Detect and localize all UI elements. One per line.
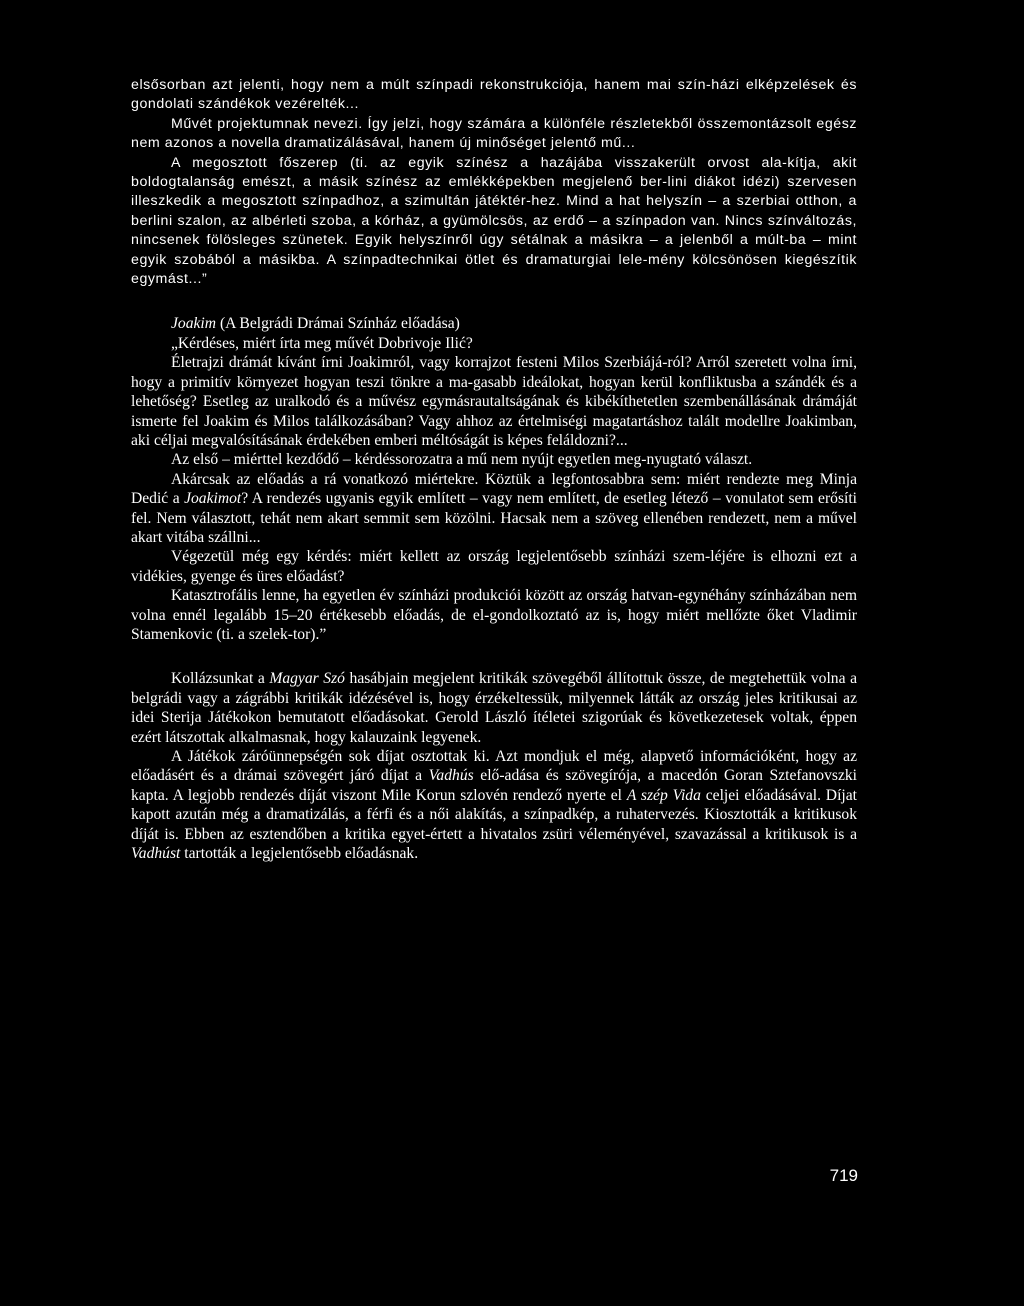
page-number: 719 bbox=[829, 1166, 858, 1185]
italic-title: Vadhúst bbox=[131, 845, 181, 863]
paragraph: Akárcsak az előadás a rá vonatkozó miértekre. Köztük a legfontosabbra sem: miért rendezte meg Minja Dedić a Joakimot? A rendezés ugyanis egyik említett – vagy nem említett, de esetleg létező – vonulatot sem erősíti fel. Nem választott, tehát nem akart semmit sem közölni. Hacsak nem a szöveg ellenében rendezett, nem a művel akart vitába szállni... bbox=[131, 470, 858, 546]
paragraph: Katasztrofális lenne, ha egyetlen év színházi produkciói között az ország hatvan-egynéhány színházában nem volna ennél legalább 15–20 értékesebb előadás, de el-gondolkoztató az is, hogy miért mellőzte őket Vladimir Stamenkovic (ti. a szelek-tor).” bbox=[131, 587, 857, 643]
paragraph: Végezetül még egy kérdés: miért kellett az ország legjelentősebb színházi szem-léjére is elhozni ezt a vidékies, gyenge és üres előadást? bbox=[131, 548, 857, 585]
italic-title: Joakimot bbox=[184, 490, 242, 508]
paragraph: „Kérdéses, miért írta meg művét Dobrivoje Ilić? bbox=[171, 334, 473, 352]
paragraph: Művét projektumnak nevezi. Így jelzi, hogy számára a különféle részletekből összemontázsolt egész nem azonos a novella dramatizálásával, hanem új minőséget jelentő mű... bbox=[131, 115, 857, 152]
italic-title: Magyar Szó bbox=[269, 670, 345, 688]
paragraph: A megosztott főszerep (ti. az egyik színész a hazájába visszakerült orvost ala-kítja, akit boldogtalanság emészt, a másik színész az emlékképekben megjelenő ber-lini diákot idézi) szervesen illeszkedik a megosztott színpadhoz, a szimultán játéktér-hez. Mind a hat helyszín – a szerbiai otthon, a berlini szalon, az albérleti szoba, a kórház, a gyümölcsös, az erdő – a színpadon van. Nincs színváltozás, nincsenek fölösleges szünetek. Egyik helyszínről úgy sétálnak a másikra – a jelenből a múlt-ba – mint egyik szobából a másikba. A színpadtechnikai ötlet és dramaturgiai lele-mény kölcsönösen kiegészítik egymást...” bbox=[131, 154, 857, 288]
review-title: Joakim bbox=[171, 315, 217, 333]
text-column bbox=[131, 76, 857, 863]
paragraph: elsősorban azt jelenti, hogy nem a múlt színpadi rekonstrukciója, hanem mai szín-házi elképzelések és gondolati szándékok vezérelték... bbox=[131, 77, 857, 113]
review-subtitle: (A Belgrádi Drámai Színház előadása) bbox=[219, 315, 460, 333]
italic-title: Vadhús bbox=[428, 767, 474, 785]
paragraph: Életrajzi drámát kívánt írni Joakimról, vagy korrajzot festeni Milos Szerbiájá-ról? Arról szeretett volna írni, hogy a primitív környezet hogyan teszi tönkre a ma-gasabb ideálokat, hogyan kerül konfliktusba a szándék és a lehetőség? Esetleg az uralkodó és a művész egymásrautaltságának és kibékíthetetlen szembenállásának drámáját ismerte fel Joakim és Milos találkozásában? Vagy ahhoz az értelmiségi magatartáshoz talált modellre Joakimban, aki céljai megvalósításának érdekében emberi méltóságát is képes feláldozni?... bbox=[131, 354, 857, 449]
italic-title: A szép Vida bbox=[626, 786, 701, 804]
review-heading bbox=[131, 314, 857, 333]
paragraph: Kollázsunkat a Magyar Szó hasábjain megjelent kritikák szövegéből állítottuk össze, de megtehettük volna a belgrádi vagy a zágrábbi kritikák idézésével is, hogy érzékeltessük, milyennek látták az ország jeles kritikusai az idei Sterija Játékokon bemutatott előadásokat. Gerold László ítéletei szigorúak és következetesek voltak, éppen ezért látszottak alkalmasnak, hogy kalauzaink legyenek. bbox=[131, 670, 857, 746]
paragraph: A Játékok záróünnepségén sok díjat osztottak ki. Azt mondjuk el még, alapvető információként, hogy az előadásért és a drámai szövegért járó díjat a Vadhús elő-adása és szövegírója, a macedón Goran Sztefanovszki kapta. A legjobb rendezés díját viszont Mile Korun szlovén rendező nyerte el A szép Vida celjei előadásával. Díjat kapott azután még a dramatizálás, a férfi és a női alakítás, a színpadkép, a ruhatervezés. Kiosztották a kritikusok díját is. Ebben az esztendőben a kritika egyet-értett a hivatalos zsüri véleményével, szavazással a kritikusok is a Vadhúst tartották a legjelentősebb előadásnak. bbox=[131, 748, 858, 863]
paragraph: Az első – miérttel kezdődő – kérdéssorozatra a mű nem nyújt egyetlen meg-nyugtató választ. bbox=[171, 451, 753, 469]
